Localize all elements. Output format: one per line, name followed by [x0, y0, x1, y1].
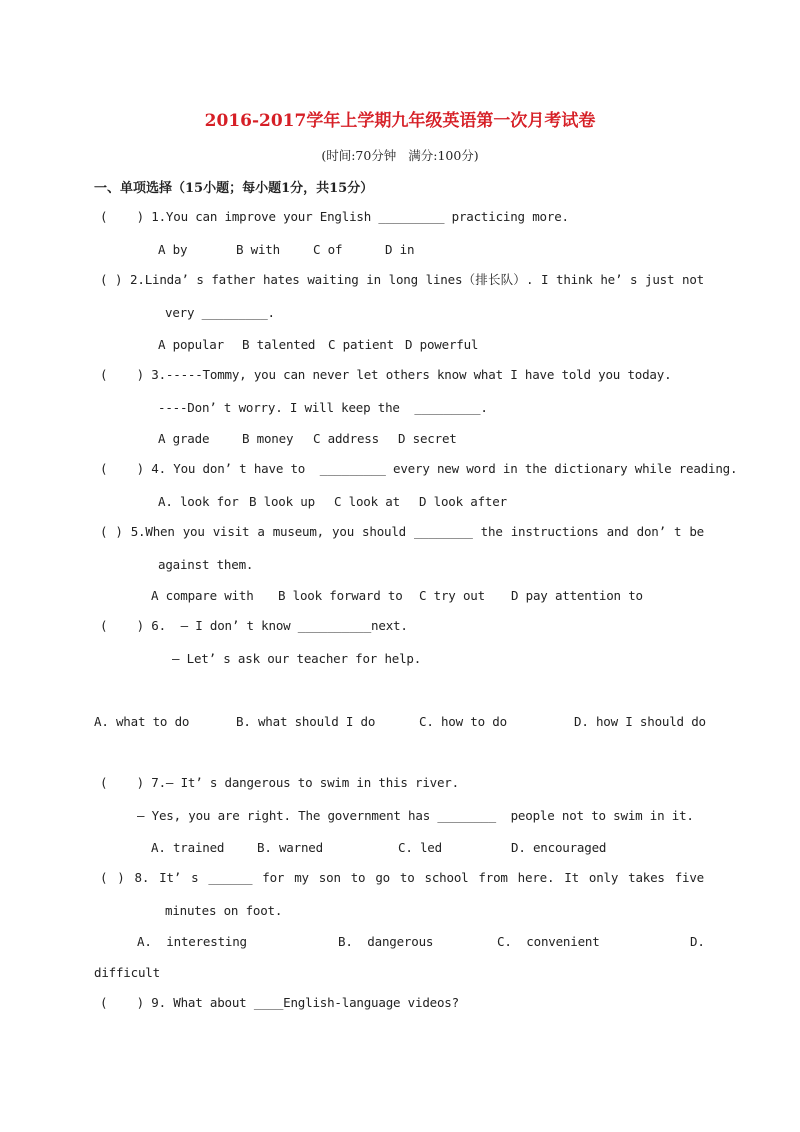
section-heading: 一、单项选择（15小题；每小题1分，共15分） [94, 181, 374, 196]
question-2-option-b: B talented [242, 337, 316, 352]
question-7-stem: ( ) 7.— It’ s dangerous to swim in this river. [100, 775, 459, 790]
question-2-stem: ( ) 2.Linda’ s father hates waiting in long lines（排长队）. I think he’ s just not [100, 272, 704, 287]
question-7-option-a: A. trained [151, 840, 225, 855]
page-title: 2016-2017学年上学期九年级英语第一次月考试卷 [204, 111, 596, 131]
question-5-option-c: C try out [419, 588, 485, 603]
question-3-option-b: B money [242, 431, 294, 446]
question-6-option-b: B. what should I do [236, 714, 376, 729]
question-4-stem: ( ) 4. You don’ t have to _________ every new word in the dictionary while reading. [100, 461, 738, 476]
question-1-option-c: C of [313, 242, 343, 257]
question-5-option-a: A compare with [151, 588, 254, 603]
question-3-option-d: D secret [398, 431, 457, 446]
question-6-option-d: D. how I should do [574, 714, 706, 729]
question-2-option-d: D powerful [405, 337, 479, 352]
question-6-option-a: A. what to do [94, 714, 190, 729]
question-5-stem: ( ) 5.When you visit a museum, you should ________ the instructions and don’ t be [100, 524, 704, 539]
question-8-option-d: D. [690, 934, 705, 949]
question-8-stem-cont: minutes on foot. [165, 903, 283, 918]
question-2-option-a: A popular [158, 337, 224, 352]
question-7-stem-cont: — Yes, you are right. The government has ________ people not to swim in it. [137, 808, 694, 823]
question-4-option-c: C look at [334, 494, 400, 509]
question-7-option-b: B. warned [257, 840, 323, 855]
question-9-stem: ( ) 9. What about ____English-language videos? [100, 995, 459, 1010]
question-8-option-d-text: difficult [94, 965, 160, 980]
question-6-stem-cont: — Let’ s ask our teacher for help. [172, 651, 422, 666]
question-8-stem: ( ) 8. It’ s ______ for my son to go to school from here. It only takes five [100, 870, 704, 885]
question-3-stem-cont: ----Don’ t worry. I will keep the _________. [158, 400, 488, 415]
question-7-option-c: C. led [398, 840, 442, 855]
question-4-option-d: D look after [419, 494, 507, 509]
exam-info: (时间:70分钟 满分:100分) [321, 148, 479, 163]
question-7-option-d: D. encouraged [511, 840, 607, 855]
question-8-option-c: C. convenient [497, 934, 600, 949]
question-2-option-c: C patient [328, 337, 394, 352]
question-1-option-b: B with [236, 242, 280, 257]
question-3-stem: ( ) 3.-----Tommy, you can never let others know what I have told you today. [100, 367, 672, 382]
question-3-option-c: C address [313, 431, 379, 446]
question-6-stem: ( ) 6. — I don’ t know __________next. [100, 618, 408, 633]
question-1-stem: ( ) 1.You can improve your English _________ practicing more. [100, 209, 569, 224]
question-8-option-b: B. dangerous [338, 934, 434, 949]
question-2-stem-cont: very _________. [165, 305, 275, 320]
question-5-stem-cont: against them. [158, 557, 254, 572]
question-4-option-b: B look up [249, 494, 315, 509]
question-3-option-a: A grade [158, 431, 210, 446]
question-6-option-c: C. how to do [419, 714, 507, 729]
question-8-option-a: A. interesting [137, 934, 247, 949]
question-4-option-a: A. look for [158, 494, 239, 509]
question-1-option-a: A by [158, 242, 188, 257]
question-5-option-d: D pay attention to [511, 588, 643, 603]
question-5-option-b: B look forward to [278, 588, 403, 603]
question-1-option-d: D in [385, 242, 415, 257]
